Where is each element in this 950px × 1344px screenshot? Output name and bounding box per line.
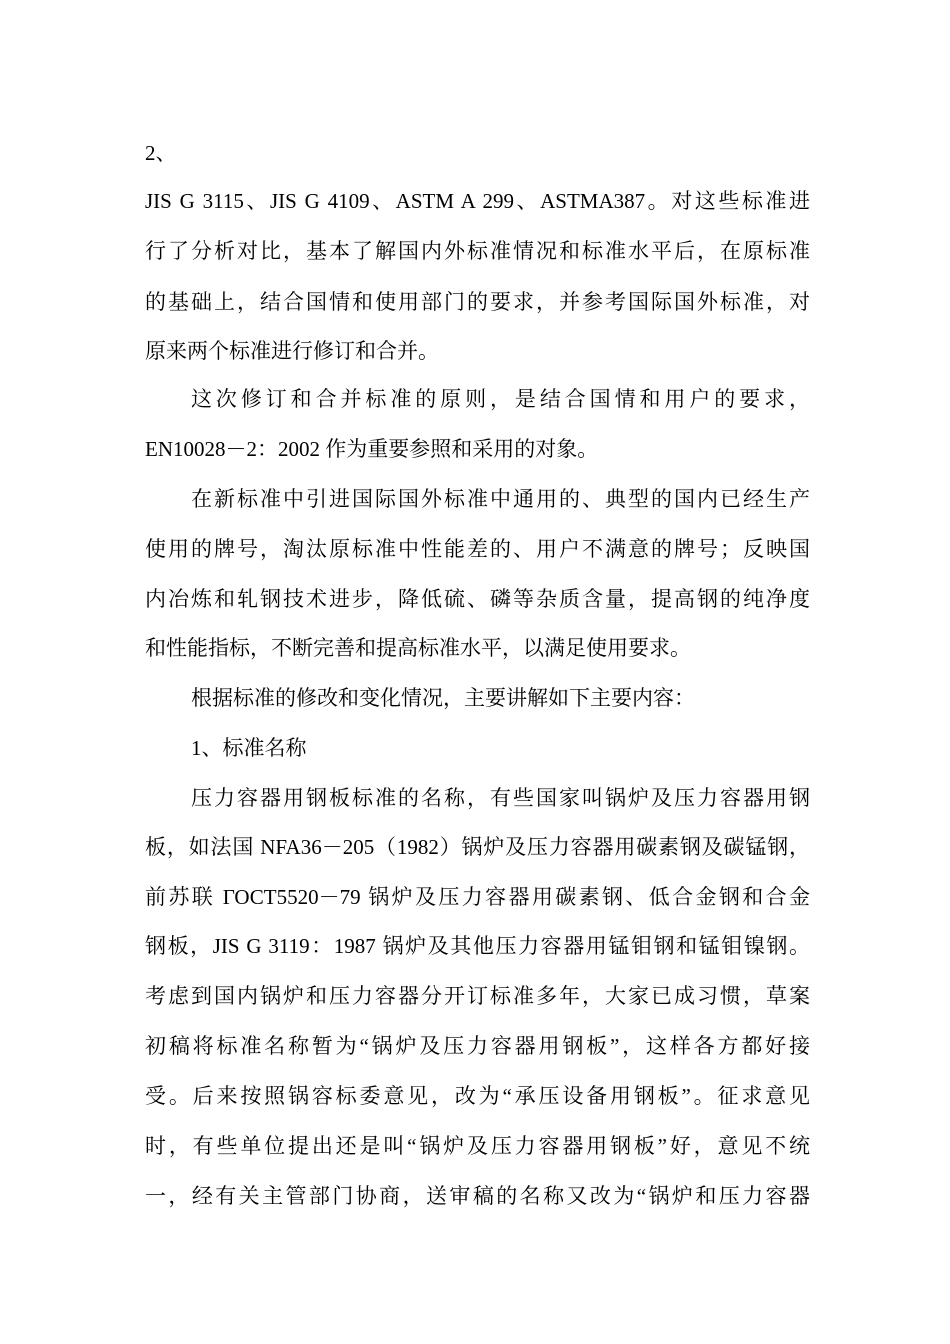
paragraph-line: 压力容器用钢板标准的名称，有些国家叫锅炉及压力容器用钢 <box>191 786 810 810</box>
paragraph-line: 使用的牌号，淘汰原标准中性能差的、用户不满意的牌号；反映国 <box>145 537 810 561</box>
paragraph-line: 根据标准的修改和变化情况，主要讲解如下主要内容： <box>191 686 695 710</box>
paragraph-line: 钢板，JIS G 3119：1987 锅炉及其他压力容器用锰钼钢和锰钼镍钢。 <box>145 934 810 958</box>
paragraph-line: 原来两个标准进行修订和合并。 <box>145 339 439 363</box>
paragraph-line: 一，经有关主管部门协商，送审稿的名称又改为“锅炉和压力容器 <box>145 1184 810 1208</box>
paragraph-line: 的基础上，结合国情和使用部门的要求，并参考国际国外标准，对 <box>145 290 810 314</box>
paragraph-line: 这次修订和合并标准的原则，是结合国情和用户的要求， <box>191 387 810 411</box>
paragraph-line: 受。后来按照锅容标委意见，改为“承压设备用钢板”。征求意见 <box>145 1084 810 1108</box>
paragraph-line: 前苏联 ГОСТ5520－79 锅炉及压力容器用碳素钢、低合金钢和合金 <box>145 885 810 909</box>
paragraph-line: JIS G 3115、JIS G 4109、ASTM A 299、ASTMA387。对这些标准进 <box>145 189 810 213</box>
paragraph-line: 在新标准中引进国际国外标准中通用的、典型的国内已经生产 <box>191 487 810 511</box>
paragraph-line: 考虑到国内锅炉和压力容器分开订标准多年，大家已成习惯，草案 <box>145 984 810 1008</box>
paragraph-line: 时，有些单位提出还是叫“锅炉及压力容器用钢板”好，意见不统 <box>145 1134 810 1158</box>
section-heading: 1、标准名称 <box>191 736 307 760</box>
paragraph-line: EN10028－2：2002 作为重要参照和采用的对象。 <box>145 437 599 461</box>
paragraph-line: 初稿将标准名称暂为“锅炉及压力容器用钢板”，这样各方都好接 <box>145 1034 810 1058</box>
paragraph-line: 2、 <box>145 141 177 165</box>
paragraph-line: 内冶炼和轧钢技术进步，降低硫、磷等杂质含量，提高钢的纯净度 <box>145 587 810 611</box>
paragraph-line: 和性能指标，不断完善和提高标准水平，以满足使用要求。 <box>145 636 691 660</box>
paragraph-line: 板，如法国 NFA36－205（1982）锅炉及压力容器用碳素钢及碳锰钢， <box>145 835 810 859</box>
paragraph-line: 行了分析对比，基本了解国内外标准情况和标准水平后，在原标准 <box>145 239 810 263</box>
